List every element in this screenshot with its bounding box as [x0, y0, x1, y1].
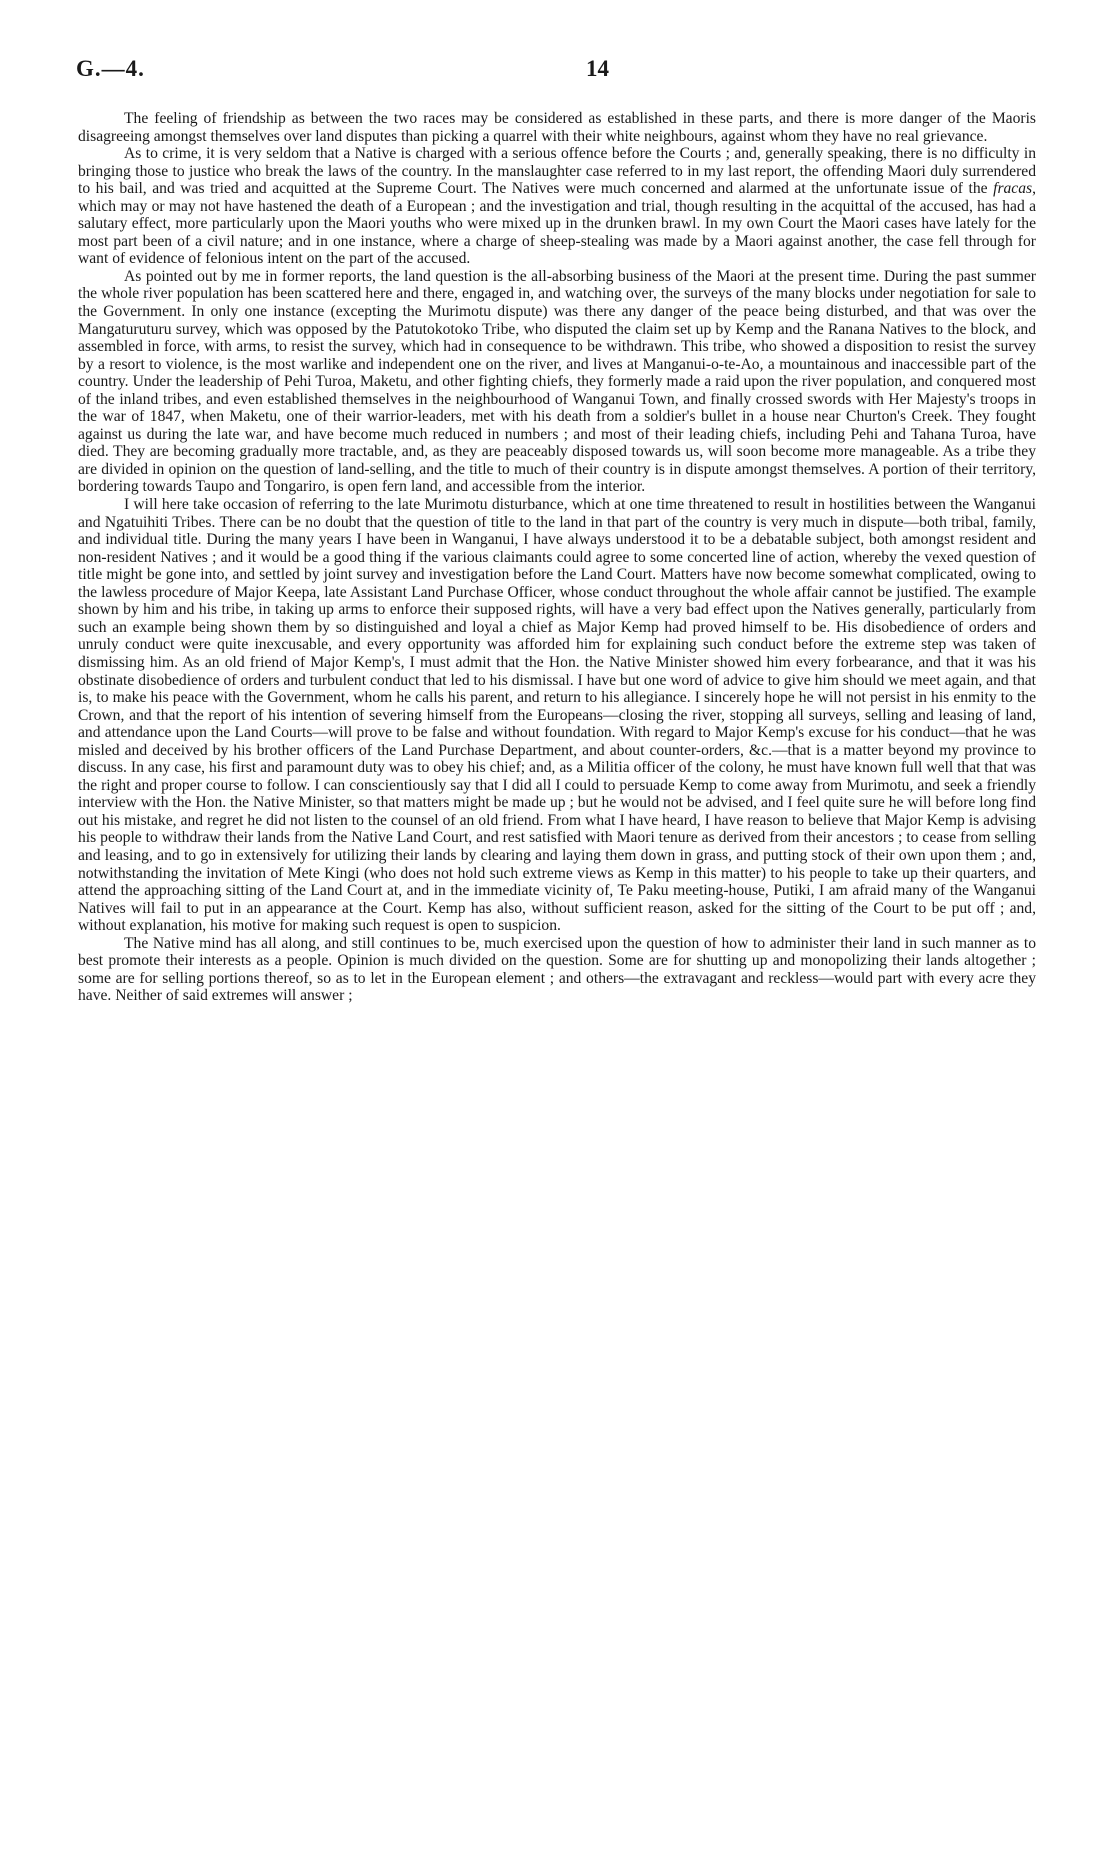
page-header [76, 56, 1038, 86]
paragraph-friendship: The feeling of friendship as between the two races may be considered as established in these parts, and there is more danger of the Maoris disagreeing amongst themselves over land disputes than picking a quarrel with their white neighbours, against whom they have no real grievance. [78, 110, 1036, 145]
paragraph-land-question: As pointed out by me in former reports, the land question is the all-absorbing business of the Maori at the present time. During the past summer the whole river population has been scattered here and there, engaged in, and watching over, the surveys of the many blocks under negotiation for sale to the Government. In only one instance (excepting the Murimotu dispute) was there any danger of the peace being disturbed, and that was over the Mangaturuturu survey, which was opposed by the Patutokotoko Tribe, who disputed the claim set up by Kemp and the Ranana Natives to the block, and assembled in force, with arms, to resist the survey, which had in consequence to be withdrawn. This tribe, who showed a disposition to resist the survey by a resort to violence, is the most warlike and independent one on the river, and lives at Manganui-o-te-Ao, a mountainous and inaccessible part of the country. Under the leadership of Pehi Turoa, Maketu, and other fighting chiefs, they formerly made a raid upon the river population, and conquered most of the inland tribes, and even established themselves in the neighbourhood of Wanganui Town, and finally crossed swords with Her Majesty's troops in the war of 1847, when Maketu, one of their warrior-leaders, met with his death from a soldier's bullet in a house near Churton's Creek. They fought against us during the late war, and have become much reduced in numbers ; and most of their leading chiefs, including Pehi and Tahana Turoa, have died. They are becoming gradually more tractable, and, as they are peaceably disposed towards us, will soon become more manageable. As a tribe they are divided in opinion on the question of land-selling, and the title to much of their country is in dispute amongst themselves. A portion of their territory, bordering towards Taupo and Tongariro, is open fern land, and accessible from the interior. [78, 267, 1036, 496]
body-text [78, 110, 1036, 1005]
italic-term-fracas: fracas [993, 180, 1033, 198]
paragraph-native-mind: The Native mind has all along, and still continues to be, much exercised upon the question of how to administer their land in such manner as to best promote their interests as a people. Opinion is much divided on the question. Some are for shutting up and monopolizing their lands altogether ; some are for selling portions thereof, so as to let in the European element ; and others—the extravagant and reckless—would part with every acre they have. Neither of said extremes will answer ; [78, 934, 1036, 1005]
paragraph-murimotu: I will here take occasion of referring to the late Murimotu disturbance, which at one time threatened to result in hostilities between the Wanganui and Ngatuihiti Tribes. There can be no doubt that the question of title to the land in that part of the country is very much in dispute—both tribal, family, and individual title. During the many years I have been in Wanganui, I have always understood it to be a debatable subject, both amongst resident and non-resident Natives ; and it would be a good thing if the various claimants could agree to some concerted line of action, whereby the vexed question of title might be gone into, and settled by joint survey and investigation before the Land Court. Matters have now become somewhat complicated, owing to the lawless procedure of Major Keepa, late Assistant Land Purchase Officer, whose conduct throughout the whole affair cannot be justified. The example shown by him and his tribe, in taking up arms to enforce their supposed rights, will have a very bad effect upon the Natives generally, particularly from such an example being shown them by so distinguished and loyal a chief as Major Kemp had proved himself to be. His disobedience of orders and unruly conduct were quite inexcusable, and every opportunity was afforded him for explaining such conduct before the extreme step was taken of dismissing him. As an old friend of Major Kemp's, I must admit that the Hon. the Native Minister showed him every forbearance, and that it was his obstinate disobedience of orders and turbulent conduct that led to his dismissal. I have but one word of advice to give him should we meet again, and that is, to make his peace with the Government, whom he calls his parent, and return to his allegiance. I sincerely hope he will not persist in his enmity to the Crown, and that the report of his intention of severing himself from the Europeans—closing the river, stopping all surveys, selling and leasing of land, and attendance upon the Land Courts—will prove to be false and without foundation. With regard to Major Kemp's excuse for his conduct—that he was misled and deceived by his brother officers of the Land Purchase Department, and about counter-orders, &c.—that is a matter beyond my province to discuss. In any case, his first and paramount duty was to obey his chief; and, as a Militia officer of the colony, he must have known full well that that was the right and proper course to follow. I can conscientiously say that I did all I could to persuade Kemp to come away from Murimotu, and seek a friendly interview with the Hon. the Native Minister, so that matters might be made up ; but he would not be advised, and I feel quite sure he will before long find out his mistake, and regret he did not listen to the counsel of an old friend. From what I have heard, I have reason to believe that Major Kemp is advising his people to withdraw their lands from the Native Land Court, and rest satisfied with Maori tenure as derived from their ancestors ; to cease from selling and leasing, and to go in extensively for utilizing their lands by clearing and laying them down in grass, and putting stock of their own upon them ; and, notwithstanding the invitation of Mete Kingi (who does not hold such extreme views as Kemp in this matter) to his people to take up their quarters, and attend the approaching sitting of the Land Court at, and in the immediate vicinity of, Te Paku meeting-house, Putiki, I am afraid many of the Wanganui Natives will fail to put in an appearance at the Court. Kemp has also, without sufficient reason, asked for the sitting of the Court to be put off ; and, without explanation, his motive for making such request is open to suspicion. [78, 496, 1036, 935]
page-number: 14 [586, 56, 609, 81]
paragraph-crime-part-2: , which may or may not have hastened the death of a European ; and the investigation and trial, though resulting in the acquittal of the accused, has had a salutary effect, more particularly upon the Maori youths who were mixed up in the drunken brawl. In my own Court the Maori cases have lately for the most part been of a civil nature; and in one instance, where a charge of sheep-stealing was made by a Maori against another, the case fell through for want of evidence of felonious intent on the part of the accused. [78, 180, 1036, 268]
document-reference: G.—4. [76, 56, 145, 81]
paragraph-crime [78, 145, 1036, 268]
paragraph-crime-part-1: As to crime, it is very seldom that a Native is charged with a serious offence before the Courts ; and, generally speaking, there is no difficulty in bringing those to justice who break the laws of the country. In the manslaughter case referred to in my last report, the offending Maori duly surrendered to his bail, and was tried and acquitted at the Supreme Court. The Natives were much concerned and alarmed at the unfortunate issue of the [78, 145, 1036, 198]
